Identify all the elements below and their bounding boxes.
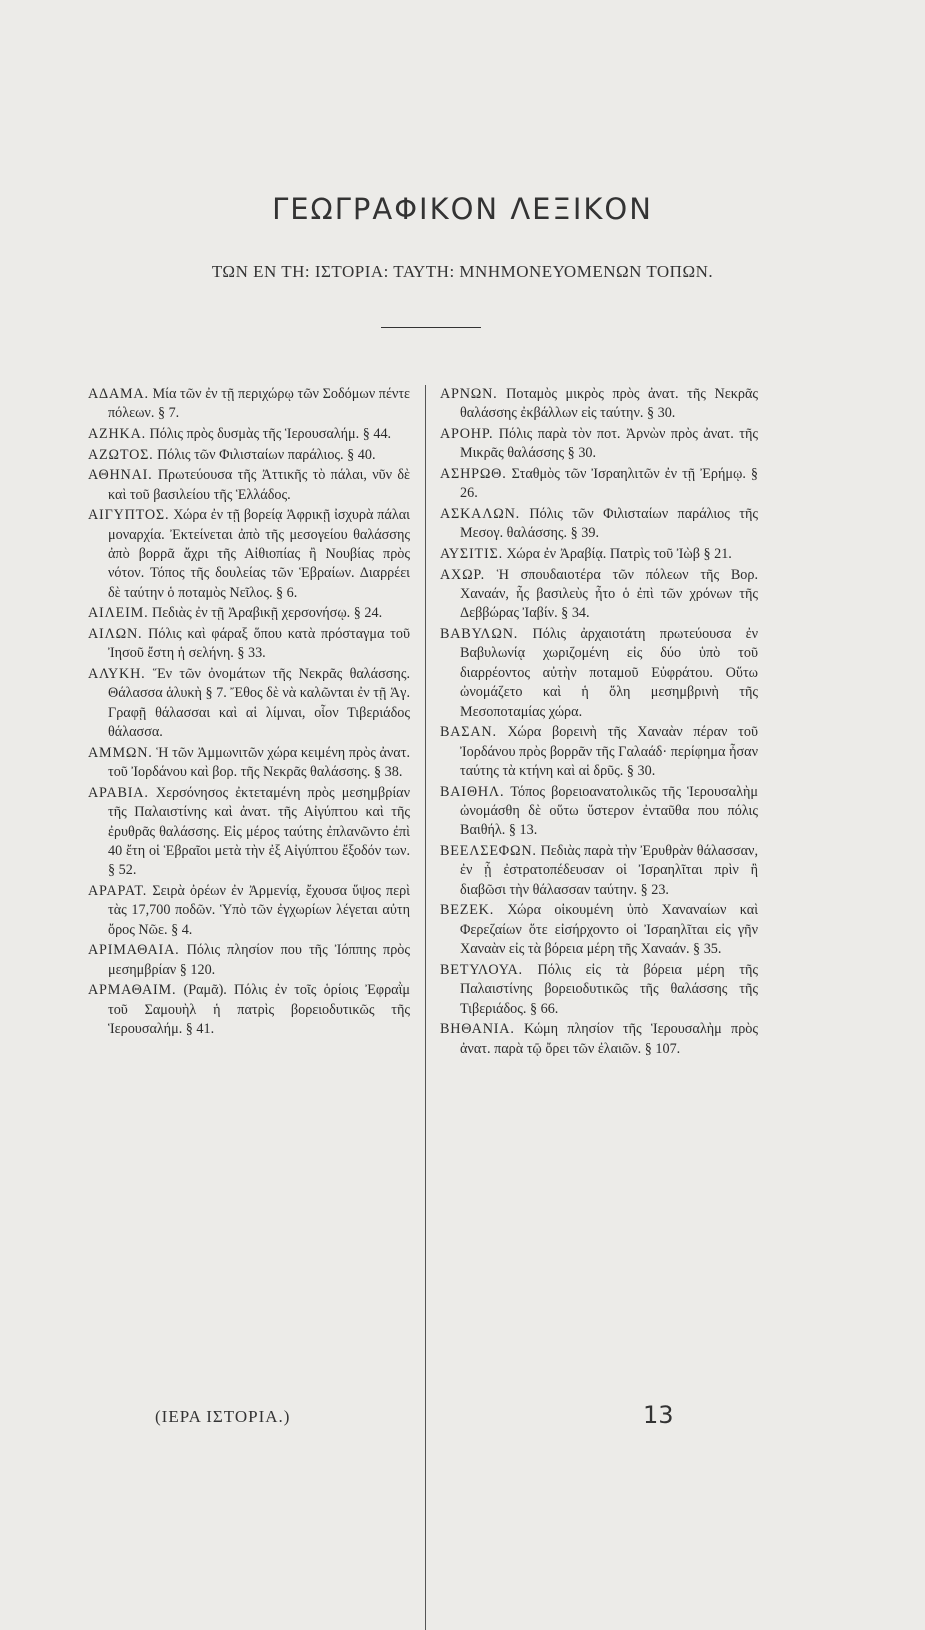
- page-title: ΓΕΩΓΡΑΦΙΚΟΝ ΛΕΞΙΚΟΝ: [272, 192, 653, 226]
- entry-definition: Τόπος βορειοανατολικῶς τῆς Ἱερουσαλὴμ ὠνομάσθη δὲ οὕτω ὕστερον ἐνταῦθα που πόλις Βαιθήλ. § 13.: [460, 783, 758, 839]
- entry-headword: ΑΜΜΩΝ.: [88, 744, 153, 761]
- entry-headword: ΑΡΑΒΙΑ.: [88, 784, 149, 801]
- entry-headword: ΑΡΑΡΑΤ.: [88, 883, 148, 900]
- dictionary-entry: [440, 723, 758, 781]
- dictionary-entry: [440, 842, 758, 900]
- dictionary-entry: [440, 1020, 758, 1059]
- page-subtitle: ΤΩΝ ΕΝ ΤΗ: ΙΣΤΟΡΙΑ: ΤΑΥΤΗ: ΜΝΗΜΟΝΕΥΟΜΕΝΩΝ ΤΟΠΩΝ.: [211, 262, 714, 281]
- dictionary-entry: [88, 784, 410, 881]
- dictionary-entry: [88, 625, 410, 664]
- dictionary-entry: [440, 545, 758, 564]
- entry-headword: ΒΑΒΥΛΩΝ.: [440, 626, 519, 642]
- entry-definition: Πόλις πρὸς δυσμὰς τῆς Ἱερουσαλήμ. § 44.: [149, 426, 392, 442]
- entry-definition: Μία τῶν ἐν τῇ περιχώρῳ τῶν Σοδόμων πέντε πόλεων. § 7.: [108, 386, 410, 422]
- entry-definition: Πόλις καὶ φάραξ ὅπου κατὰ πρόσταγμα τοῦ Ἰησοῦ ἔστη ἡ σελήνη. § 33.: [108, 626, 411, 662]
- entry-definition: Σειρὰ ὀρέων ἐν Ἀρμενίᾳ, ἔχουσα ὕψος περὶ τὰς 17,700 ποδῶν. Ὑπὸ τῶν ἐγχωρίων λέγεται αὐτη ὄρος Νῶε. § 4.: [108, 883, 410, 938]
- entry-headword: ΒΕΤΥΛΟΥΑ.: [440, 961, 523, 978]
- entry-headword: ΑΙΛΕΙΜ.: [88, 605, 149, 622]
- entry-headword: ΑΡΜΑΘΑΙΜ.: [88, 982, 177, 999]
- entry-definition: Χώρα βορεινὴ τῆς Χαναὰν πέραν τοῦ Ἰορδάνου πρὸς βορρᾶν τῆς Γαλαάδ· περίφημα ἦσαν ταύτης τὰ κτήνη καὶ αἱ δρῦς. § 30.: [460, 724, 759, 780]
- footer-signature-mark: 13: [643, 1401, 674, 1429]
- entry-definition: Πόλις ἀρχαιοτάτη πρωτεύουσα ἐν Βαβυλωνίᾳ χωριζομένη εἰς δύο ὑπὸ τοῦ διαρρέοντος αὐτὴν ποταμοῦ Εὐφράτου. Οὕτω ὠνομάζετο καὶ ἡ ὅλη μεσημβρινὴ τῆς Μεσοποταμίας χώρα.: [460, 626, 759, 720]
- entry-headword: ΒΕΕΛΣΕΦΩΝ.: [440, 843, 537, 860]
- entry-definition: Πόλις τῶν Φιλισταίων παράλιος τῆς Μεσογ. θαλάσσης. § 39.: [460, 506, 758, 542]
- footer-book-title: (ΙΕΡΑ ΙΣΤΟΡΙΑ.): [155, 1407, 291, 1426]
- entry-headword: ΑΣΗΡΩΘ.: [440, 466, 507, 482]
- entry-definition: Χώρα οἰκουμένη ὑπὸ Χαναναίων καὶ Φερεζαίων ὅτε εἰσήρχοντο οἱ Ἰσραηλῖται εἰς γῆν Χαναὰν εἰς τὰ βόρεια μέρη τῆς Χαναάν. § 35.: [460, 902, 759, 958]
- entry-headword: ΑΔΑΜΑ.: [88, 386, 149, 402]
- entry-headword: ΑΡΟΗΡ.: [440, 426, 494, 442]
- entry-definition: Πόλις παρὰ τὸν ποτ. Ἀρνὼν πρὸς ἀνατ. τῆς Μικρᾶς θαλάσσης § 30.: [460, 426, 759, 462]
- entry-definition: Κώμη πλησίον τῆς Ἱερουσαλὴμ πρὸς ἀνατ. παρὰ τῷ ὄρει τῶν ἐλαιῶν. § 107.: [460, 1021, 758, 1057]
- right-column: [440, 385, 758, 1060]
- entry-definition: Πρωτεύουσα τῆς Ἀττικῆς τὸ πάλαι, νῦν δὲ καὶ τοῦ βασιλείου τῆς Ἑλλάδος.: [108, 467, 410, 503]
- entry-headword: ΑΥΣΙΤΙΣ.: [440, 546, 503, 562]
- entry-definition: Χώρα ἐν τῇ βορείᾳ Ἀφρικῇ ἰσχυρὰ πάλαι μοναρχία. Ἐκτείνεται ἀπὸ τῆς μεσογείου θαλάσσης ἀπὸ βορρᾶ ἄχρι τῆς Αἰθιοπίας ἢ Νουβίας πρὸς νότον. Τόπος τῆς δουλείας τῶν Ἑβραίων. Διαρρέει δὲ ταύτην ὁ ποταμὸς Νεῖλος. § 6.: [108, 507, 410, 601]
- left-column: [88, 385, 410, 1041]
- entry-definition: Ἡ τῶν Ἀμμωνιτῶν χώρα κειμένη πρὸς ἀνατ. τοῦ Ἰορδάνου καὶ βορ. τῆς Νεκρᾶς θαλάσσης. § 38.: [108, 744, 410, 781]
- dictionary-entry: [440, 385, 758, 424]
- entry-definition: Πόλις τῶν Φιλισταίων παράλιος. § 40.: [157, 446, 376, 463]
- entry-definition: Χώρα ἐν Ἀραβίᾳ. Πατρὶς τοῦ Ἰὼβ § 21.: [506, 546, 732, 562]
- entry-headword: ΒΑΣΑΝ.: [440, 724, 497, 741]
- dictionary-entry: [88, 446, 410, 465]
- entry-headword: ΑΖΩΤΟΣ.: [88, 446, 154, 463]
- entry-headword: ΒΑΙΘΗΛ.: [440, 783, 505, 800]
- dictionary-entry: [88, 941, 410, 980]
- entry-headword: ΑΡΝΩΝ.: [440, 386, 498, 402]
- entry-headword: ΑΙΓΥΠΤΟΣ.: [88, 507, 170, 524]
- dictionary-entry: [440, 961, 758, 1019]
- entry-definition: Πεδιὰς παρὰ τὴν Ἐρυθρὰν θάλασσαν, ἐν ᾗ ἐστρατοπέδευσαν οἱ Ἰσραηλῖται πρὶν ἢ διαβῶσι τὴν θάλασσαν ταύτην. § 23.: [460, 843, 758, 898]
- title-rule: [381, 327, 481, 328]
- entry-headword: ΑΛΥΚΗ.: [88, 666, 146, 682]
- dictionary-entry: [440, 465, 758, 504]
- dictionary-entry: [440, 625, 758, 722]
- column-divider: [425, 385, 426, 1630]
- entry-definition: Ποταμὸς μικρὸς πρὸς ἀνατ. τῆς Νεκρᾶς θαλάσσης ἐκβάλλων εἰς ταύτην. § 30.: [460, 386, 758, 422]
- entry-definition: Πεδιὰς ἐν τῇ Ἀραβικῇ χερσονήσῳ. § 24.: [151, 605, 383, 622]
- dictionary-entry: [88, 981, 410, 1039]
- dictionary-entry: [440, 783, 758, 841]
- entry-definition: Ἡ σπουδαιοτέρα τῶν πόλεων τῆς Βορ. Χαναάν, ἧς βασιλεὺς ἦτο ὁ ἐπὶ τῶν χρόνων τῆς Δεββώρας Ἰαβίν. § 34.: [460, 566, 759, 622]
- dictionary-entry: [440, 901, 758, 959]
- dictionary-entry: [88, 882, 410, 940]
- entry-definition: Σταθμὸς τῶν Ἰσραηλιτῶν ἐν τῇ Ἐρήμῳ. § 26.: [460, 466, 759, 502]
- dictionary-entry: [440, 505, 758, 544]
- dictionary-entry: [440, 425, 758, 464]
- entry-definition: (Ραμᾶ). Πόλις ἐν τοῖς ὁρίοις Ἐφραῒμ τοῦ Σαμουὴλ ἡ πατρὶς βορειοδυτικῶς τῆς Ἱερουσαλήμ. § 41.: [108, 982, 411, 1038]
- dictionary-entry: [88, 506, 410, 603]
- entry-definition: Ἕν τῶν ὀνομάτων τῆς Νεκρᾶς θαλάσσης. Θάλασσα ἁλυκὴ § 7. Ἔθος δὲ νὰ καλῶνται ἐν τῇ Ἁγ. Γραφῇ θάλασσαι καὶ αἱ λίμναι, οἷον Τιβεριάδος θάλασσα.: [108, 666, 410, 741]
- dictionary-entry: [88, 425, 410, 444]
- entry-headword: ΑΣΚΑΛΩΝ.: [440, 506, 521, 522]
- dictionary-entry: [88, 385, 410, 424]
- entry-definition: Πόλις πλησίον που τῆς Ἰόππης πρὸς μεσημβρίαν § 120.: [108, 942, 410, 978]
- entry-headword: ΑΘΗΝΑΙ.: [88, 467, 153, 484]
- entry-headword: ΑΧΩΡ.: [440, 566, 485, 583]
- entry-headword: ΑΖΗΚΑ.: [88, 426, 146, 442]
- dictionary-entry: [88, 665, 410, 743]
- entry-headword: ΑΡΙΜΑΘΑΙΑ.: [88, 942, 180, 959]
- entry-headword: ΒΗΘΑΝΙΑ.: [440, 1021, 515, 1038]
- dictionary-entry: [440, 566, 758, 624]
- dictionary-entry: [88, 604, 410, 623]
- entry-headword: ΑΙΛΩΝ.: [88, 626, 143, 642]
- entry-headword: ΒΕΖΕΚ.: [440, 902, 495, 919]
- dictionary-entry: [88, 744, 410, 783]
- dictionary-entry: [88, 466, 410, 505]
- entry-definition: Χερσόνησος ἐκτεταμένη πρὸς μεσημβρίαν τῆς Παλαιστίνης καὶ ἀνατ. τῆς Αἰγύπτου καὶ τῆς ἐρυθρᾶς θαλάσσης. Εἰς μέρος ταύτης ἐπλανῶντο ἐπὶ 40 ἔτη οἱ Ἑβραῖοι μετὰ τὴν ἐξ Αἰγύπτου ἔξοδόν των. § 52.: [108, 784, 410, 879]
- entry-definition: Πόλις εἰς τὰ βόρεια μέρη τῆς Παλαιστίνης βορειοδυτικῶς τῆς θαλάσσης τῆς Τιβεριάδος. § 66.: [460, 961, 758, 1017]
